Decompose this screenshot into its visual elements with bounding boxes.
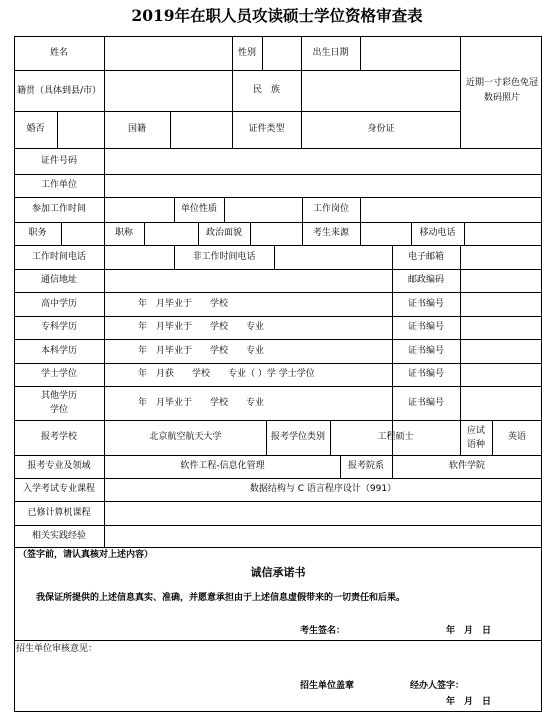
- address-label: 通信地址: [40, 275, 77, 285]
- gender-field[interactable]: [263, 36, 301, 70]
- job-position-label: 工作岗位: [312, 204, 349, 214]
- id-number-label: 证件号码: [40, 155, 77, 166]
- practice-experience-label: 相关实践经验: [31, 530, 86, 541]
- exam-language-value: 英语: [507, 432, 526, 442]
- line: [14, 711, 542, 712]
- degree-category-label: 报考学位类别: [270, 432, 325, 442]
- studied-courses-field[interactable]: [105, 501, 541, 525]
- education-detail: 年 月获 学校 专业（ ）学 学士学位: [138, 369, 315, 379]
- id-type-label: 证件类型: [248, 124, 285, 134]
- name-label: 姓名: [49, 47, 68, 58]
- applied-school-label: 报考学校: [40, 432, 77, 442]
- name-field[interactable]: [105, 36, 232, 70]
- review-opinion-label: 招生单位审核意见：: [16, 644, 98, 654]
- exam-language-label: 应试语种: [466, 425, 485, 450]
- candidate-signature-label: 考生签名：: [300, 626, 346, 636]
- email-label: 电子邮箱: [407, 251, 444, 262]
- studied-courses-label: 已修计算机课程: [27, 507, 91, 518]
- certificate-number-label: 证书编号: [407, 397, 444, 408]
- applied-major-value: 软件工程-信息化管理: [180, 461, 265, 471]
- ethnicity-label: 民 族: [252, 85, 280, 95]
- signing-note: （签字前，请认真核对上述内容）: [18, 550, 154, 560]
- education-detail: 年 月毕业于 学校 专业: [138, 346, 265, 356]
- line: [14, 386, 542, 387]
- certificate-number-label: 证书编号: [407, 369, 444, 379]
- political-status-label: 政治面貌: [205, 228, 242, 238]
- pledge-text: 我保证所提供的上述信息真实、准确，并愿意承担由于上述信息虚假带来的一切责任和后果。: [36, 593, 406, 603]
- postcode-label: 邮政编码: [407, 275, 444, 285]
- marital-status-field[interactable]: [57, 111, 104, 148]
- line: [144, 222, 145, 245]
- certificate-number-label: 证书编号: [407, 345, 444, 356]
- applied-school-value: 北京航空航天大学: [149, 432, 222, 442]
- nationality-field[interactable]: [171, 111, 232, 148]
- professional-title-label: 职称: [114, 228, 133, 238]
- line: [104, 245, 105, 269]
- birth-date-label: 出生日期: [312, 47, 349, 58]
- line: [464, 222, 465, 245]
- line: [460, 245, 461, 269]
- education-detail: 年 月毕业于 学校 专业: [138, 398, 265, 408]
- marital-status-label: 婚否: [26, 124, 45, 134]
- pledge-date: 年 月 日: [446, 626, 492, 636]
- education-label: 其他学历学位: [40, 391, 77, 415]
- line: [541, 36, 542, 712]
- native-place-field[interactable]: [105, 70, 232, 111]
- unit-nature-label: 单位性质: [180, 204, 217, 214]
- pledge-heading: 诚信承诺书: [250, 566, 306, 579]
- education-label: 高中学历: [40, 298, 77, 309]
- line: [61, 222, 62, 245]
- candidate-source-label: 考生来源: [312, 228, 349, 238]
- officer-signature-label: 经办人签字：: [410, 681, 465, 691]
- gender-label: 性别: [237, 47, 256, 58]
- unit-nature-field[interactable]: [225, 197, 302, 222]
- photo-placeholder: 近期一寸彩色免冠数码照片: [466, 78, 539, 103]
- education-label: 本科学历: [40, 345, 77, 356]
- certificate-number-label: 证书编号: [407, 322, 444, 332]
- qualification-review-form: [14, 36, 542, 712]
- review-date: 年 月 日: [446, 697, 492, 707]
- native-place-label: 籍贯（具体到县/市）: [16, 86, 102, 96]
- line: [460, 420, 461, 455]
- line: [14, 640, 542, 641]
- education-label: 学士学位: [40, 369, 77, 379]
- degree-category-value: 工程硕士: [377, 432, 414, 442]
- unit-seal-label: 招生单位盖章: [300, 681, 355, 691]
- work-start-field[interactable]: [105, 197, 174, 222]
- line: [14, 547, 542, 548]
- education-detail: 年 月毕业于 学校: [138, 299, 229, 309]
- line: [250, 222, 251, 245]
- line: [360, 222, 361, 245]
- employer-label: 工作单位: [40, 180, 77, 190]
- ethnicity-field[interactable]: [302, 70, 460, 111]
- work-start-label: 参加工作时间: [31, 204, 86, 214]
- employer-field[interactable]: [105, 174, 541, 197]
- exam-course-value: 数据结构与 C 语言程序设计（991）: [249, 484, 397, 494]
- applied-department-value: 软件学院: [448, 461, 485, 471]
- job-position-field[interactable]: [361, 197, 541, 222]
- id-type-value: 身份证: [367, 124, 395, 134]
- practice-experience-field[interactable]: [105, 525, 541, 547]
- exam-course-label: 入学考试专业课程: [22, 484, 95, 494]
- mobile-phone-label: 移动电话: [419, 228, 456, 238]
- id-number-field[interactable]: [105, 148, 541, 174]
- education-detail: 年 月毕业于 学校 专业: [138, 322, 265, 332]
- applied-major-label: 报考专业及领域: [27, 461, 91, 471]
- work-phone-label: 工作时间电话: [31, 251, 86, 262]
- education-label: 专科学历: [40, 322, 77, 332]
- form-title: 2019年在职人员攻读硕士学位资格审查表: [131, 6, 423, 25]
- post-label: 职务: [28, 228, 47, 238]
- applied-department-label: 报考院系: [347, 461, 384, 471]
- line: [274, 245, 275, 269]
- other-phone-label: 非工作时间电话: [192, 251, 256, 262]
- line: [460, 36, 461, 148]
- nationality-label: 国籍: [127, 124, 146, 134]
- birth-date-field[interactable]: [361, 36, 460, 70]
- certificate-number-label: 证书编号: [407, 298, 444, 309]
